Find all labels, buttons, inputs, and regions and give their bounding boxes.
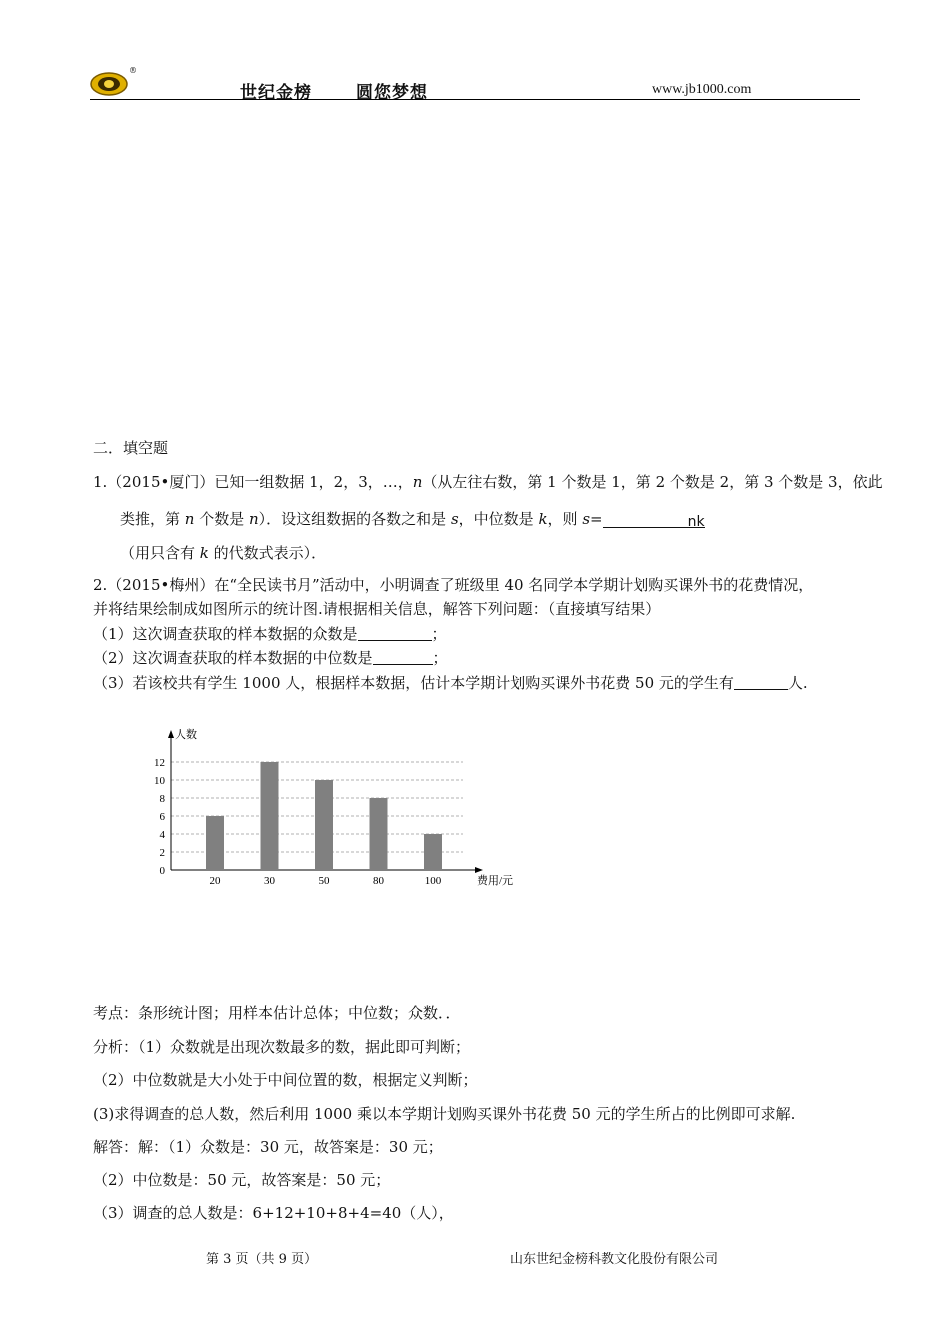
x-tick-label: 100 xyxy=(424,875,442,887)
brand-name: 世纪金榜 xyxy=(240,83,312,103)
q2-sub3-blank[interactable] xyxy=(734,673,788,690)
jieda-2: （2）中位数是：50 元，故答案是：50 元； xyxy=(93,1171,391,1189)
q1-answer-blank[interactable] xyxy=(603,511,705,528)
y-tick-label: 12 xyxy=(154,757,165,769)
expense-bar-chart xyxy=(145,722,535,892)
x-tick-label: 30 xyxy=(264,875,275,887)
y-tick-label: 0 xyxy=(159,865,165,877)
kaodian: 考点：条形统计图；用样本估计总体；中位数；众数．． xyxy=(93,1004,461,1022)
header-divider xyxy=(90,99,860,100)
q1-line3: （用只含有 k 的代数式表示）． xyxy=(120,544,327,562)
brand-slogan: 圆您梦想 xyxy=(356,83,428,103)
x-tick-label: 50 xyxy=(318,875,330,887)
q2-sub3: （3）若该校共有学生 1000 人，根据样本数据，估计本学期计划购买课外书花费 50 元的学生有 人. xyxy=(93,674,808,692)
section-title: 二．填空题 xyxy=(93,439,169,457)
bar xyxy=(315,780,333,870)
bar xyxy=(370,798,388,870)
q1-line2: 类推，第 n 个数是 n）．设这组数据的各数之和是 s，中位数是 k，则 s= nk xyxy=(120,510,705,530)
fenxi-2: （2）中位数就是大小处于中间位置的数，根据定义判断； xyxy=(93,1071,478,1089)
y-axis-arrow xyxy=(168,730,174,738)
q2-sub1-blank[interactable] xyxy=(358,624,432,641)
y-tick-label: 4 xyxy=(159,829,165,841)
footer-company: 山东世纪金榜科教文化股份有限公司 xyxy=(510,1252,719,1267)
fenxi: 分析：（1）众数就是出现次数最多的数，据此即可判断； xyxy=(93,1038,471,1056)
jieda-3: （3）调查的总人数是：6+12+10+8+4=40（人）， xyxy=(93,1204,454,1222)
bar xyxy=(424,834,442,870)
bar xyxy=(261,762,279,870)
fenxi-3: (3)求得调查的总人数，然后利用 1000 乘以本学期计划购买课外书花费 50 元的学生所占的比例即可求解. xyxy=(93,1105,796,1123)
jieda: 解答：解：（1）众数是：30 元，故答案是：30 元； xyxy=(93,1138,443,1156)
header-url[interactable]: www.jb1000.com xyxy=(652,82,752,97)
q1-line1: 1.（2015•厦门）已知一组数据 1，2，3，…，n（从左往右数，第 1 个数是 1，第 2 个数是 2，第 3 个数是 3，依此 xyxy=(93,473,883,491)
q1-answer: nk xyxy=(687,514,705,530)
x-tick-label: 20 xyxy=(209,875,221,887)
x-tick-label: 80 xyxy=(373,875,384,887)
q2-line2: 并将结果绘制成如图所示的统计图.请根据相关信息，解答下列问题：（直接填写结果） xyxy=(93,600,661,618)
y-tick-label: 10 xyxy=(154,775,165,787)
q2-line1: 2.（2015•梅州）在“全民读书月”活动中，小明调查了班级里 40 名同学本学期计划购买课外书的花费情况， xyxy=(93,576,814,594)
q2-sub2: （2）这次调查获取的样本数据的中位数是 ； xyxy=(93,649,448,667)
y-axis-label: 人数 xyxy=(175,729,197,741)
x-axis-label: 费用/元 xyxy=(477,875,514,887)
y-tick-label: 6 xyxy=(159,811,165,823)
y-tick-label: 8 xyxy=(159,793,165,805)
x-axis-arrow xyxy=(475,867,483,873)
y-tick-label: 2 xyxy=(159,847,165,859)
registered-mark: ® xyxy=(129,66,137,75)
q2-sub2-blank[interactable] xyxy=(373,648,433,665)
q2-sub1: （1）这次调查获取的样本数据的众数是 ； xyxy=(93,625,447,643)
brand-logo xyxy=(90,68,132,98)
page-number: 第 3 页（共 9 页） xyxy=(206,1252,318,1267)
bar xyxy=(206,816,224,870)
